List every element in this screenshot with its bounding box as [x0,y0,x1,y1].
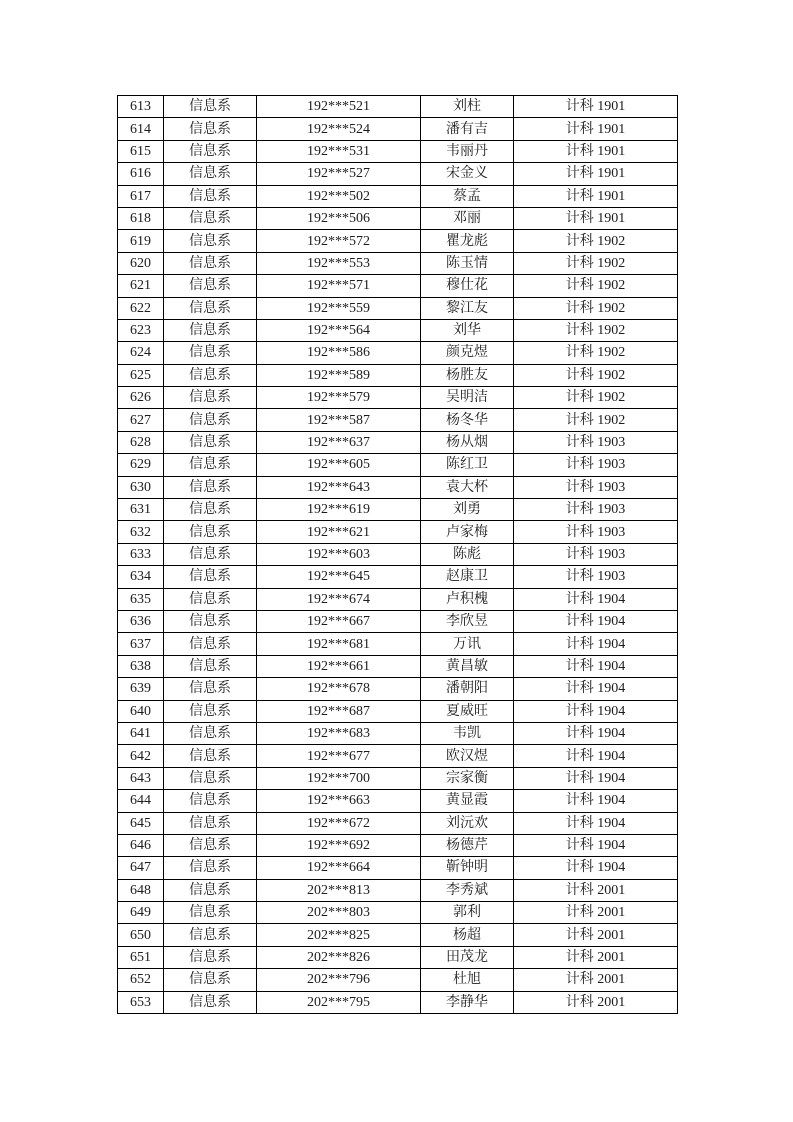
cell-department: 信息系 [164,588,257,610]
table-row [118,431,678,453]
cell-index: 616 [118,163,164,185]
table-row [118,118,678,140]
cell-department: 信息系 [164,655,257,677]
table-row [118,275,678,297]
cell-department: 信息系 [164,163,257,185]
cell-class: 计科 1904 [514,834,678,856]
cell-index: 644 [118,790,164,812]
cell-class: 计科 1904 [514,610,678,632]
cell-department: 信息系 [164,342,257,364]
table-row [118,297,678,319]
cell-index: 632 [118,521,164,543]
cell-student_id: 192***531 [257,140,421,162]
cell-department: 信息系 [164,543,257,565]
cell-name: 欧汉煜 [421,745,514,767]
cell-department: 信息系 [164,319,257,341]
cell-student_id: 192***663 [257,790,421,812]
cell-student_id: 202***825 [257,924,421,946]
cell-department: 信息系 [164,633,257,655]
cell-class: 计科 1902 [514,230,678,252]
cell-department: 信息系 [164,364,257,386]
cell-student_id: 202***826 [257,946,421,968]
cell-student_id: 192***589 [257,364,421,386]
cell-class: 计科 1904 [514,745,678,767]
cell-index: 645 [118,812,164,834]
cell-name: 蔡孟 [421,185,514,207]
cell-student_id: 192***678 [257,678,421,700]
cell-name: 韦丽丹 [421,140,514,162]
cell-department: 信息系 [164,230,257,252]
cell-name: 吴明洁 [421,387,514,409]
cell-class: 计科 1902 [514,342,678,364]
cell-student_id: 192***621 [257,521,421,543]
cell-class: 计科 1904 [514,700,678,722]
cell-class: 计科 1902 [514,252,678,274]
cell-name: 李秀斌 [421,879,514,901]
cell-class: 计科 1902 [514,319,678,341]
cell-index: 636 [118,610,164,632]
cell-department: 信息系 [164,722,257,744]
table-row [118,409,678,431]
table-row [118,140,678,162]
cell-name: 袁大杯 [421,476,514,498]
cell-department: 信息系 [164,252,257,274]
table-row [118,767,678,789]
cell-index: 638 [118,655,164,677]
cell-student_id: 192***553 [257,252,421,274]
cell-index: 623 [118,319,164,341]
cell-index: 631 [118,499,164,521]
cell-index: 620 [118,252,164,274]
cell-department: 信息系 [164,678,257,700]
cell-index: 626 [118,387,164,409]
cell-index: 630 [118,476,164,498]
cell-name: 陈玉情 [421,252,514,274]
cell-name: 卢家梅 [421,521,514,543]
cell-class: 计科 1904 [514,588,678,610]
cell-name: 卢积槐 [421,588,514,610]
cell-index: 633 [118,543,164,565]
cell-name: 瞿龙彪 [421,230,514,252]
table-row [118,543,678,565]
table-row [118,745,678,767]
cell-department: 信息系 [164,745,257,767]
table-row [118,521,678,543]
cell-index: 628 [118,431,164,453]
cell-student_id: 192***571 [257,275,421,297]
cell-student_id: 192***664 [257,857,421,879]
cell-name: 穆仕花 [421,275,514,297]
cell-student_id: 192***587 [257,409,421,431]
table-row [118,230,678,252]
table-row [118,342,678,364]
cell-student_id: 192***661 [257,655,421,677]
cell-department: 信息系 [164,185,257,207]
cell-index: 641 [118,722,164,744]
cell-student_id: 192***506 [257,207,421,229]
cell-student_id: 192***692 [257,834,421,856]
cell-name: 李欣昱 [421,610,514,632]
cell-name: 靳钟明 [421,857,514,879]
cell-department: 信息系 [164,834,257,856]
cell-name: 杨从烟 [421,431,514,453]
cell-name: 刘柱 [421,96,514,118]
table-row [118,879,678,901]
cell-class: 计科 2001 [514,946,678,968]
table-row [118,633,678,655]
cell-student_id: 192***645 [257,566,421,588]
cell-department: 信息系 [164,207,257,229]
cell-class: 计科 1904 [514,857,678,879]
table-row [118,387,678,409]
cell-class: 计科 1902 [514,409,678,431]
cell-class: 计科 1901 [514,185,678,207]
cell-student_id: 192***681 [257,633,421,655]
cell-index: 635 [118,588,164,610]
cell-class: 计科 1901 [514,163,678,185]
cell-student_id: 192***579 [257,387,421,409]
cell-name: 万讯 [421,633,514,655]
table-row [118,163,678,185]
cell-student_id: 192***700 [257,767,421,789]
cell-name: 杨胜友 [421,364,514,386]
cell-class: 计科 1904 [514,790,678,812]
cell-name: 夏威旺 [421,700,514,722]
cell-index: 624 [118,342,164,364]
cell-class: 计科 2001 [514,924,678,946]
cell-class: 计科 1904 [514,678,678,700]
table-row [118,857,678,879]
cell-class: 计科 1904 [514,722,678,744]
table-row [118,946,678,968]
cell-name: 刘勇 [421,499,514,521]
cell-index: 647 [118,857,164,879]
table-row [118,364,678,386]
cell-student_id: 192***687 [257,700,421,722]
table-row [118,834,678,856]
cell-student_id: 192***605 [257,454,421,476]
cell-department: 信息系 [164,387,257,409]
cell-department: 信息系 [164,946,257,968]
cell-name: 杜旭 [421,969,514,991]
cell-department: 信息系 [164,610,257,632]
table-row [118,610,678,632]
cell-name: 刘华 [421,319,514,341]
table-row [118,924,678,946]
cell-department: 信息系 [164,118,257,140]
cell-department: 信息系 [164,521,257,543]
cell-index: 627 [118,409,164,431]
cell-class: 计科 1903 [514,543,678,565]
cell-index: 619 [118,230,164,252]
cell-class: 计科 1903 [514,454,678,476]
cell-department: 信息系 [164,275,257,297]
cell-index: 614 [118,118,164,140]
cell-student_id: 192***672 [257,812,421,834]
cell-class: 计科 1904 [514,655,678,677]
table-row [118,566,678,588]
cell-department: 信息系 [164,297,257,319]
cell-class: 计科 2001 [514,902,678,924]
cell-class: 计科 1903 [514,431,678,453]
cell-student_id: 192***559 [257,297,421,319]
cell-index: 646 [118,834,164,856]
cell-class: 计科 2001 [514,879,678,901]
cell-department: 信息系 [164,700,257,722]
cell-name: 田茂龙 [421,946,514,968]
cell-class: 计科 1902 [514,275,678,297]
cell-class: 计科 2001 [514,991,678,1013]
cell-department: 信息系 [164,476,257,498]
cell-index: 639 [118,678,164,700]
cell-department: 信息系 [164,991,257,1013]
cell-student_id: 202***795 [257,991,421,1013]
cell-student_id: 192***677 [257,745,421,767]
cell-name: 陈彪 [421,543,514,565]
cell-student_id: 202***803 [257,902,421,924]
table-row [118,722,678,744]
cell-department: 信息系 [164,140,257,162]
cell-student_id: 192***643 [257,476,421,498]
cell-department: 信息系 [164,499,257,521]
cell-index: 615 [118,140,164,162]
cell-class: 计科 1902 [514,297,678,319]
cell-department: 信息系 [164,409,257,431]
cell-name: 黄显霞 [421,790,514,812]
cell-name: 宗家衡 [421,767,514,789]
cell-student_id: 202***813 [257,879,421,901]
table-row [118,454,678,476]
cell-index: 651 [118,946,164,968]
cell-name: 颜克煜 [421,342,514,364]
table-row [118,678,678,700]
cell-student_id: 192***674 [257,588,421,610]
cell-class: 计科 1903 [514,476,678,498]
cell-index: 650 [118,924,164,946]
cell-student_id: 192***667 [257,610,421,632]
cell-index: 613 [118,96,164,118]
cell-index: 622 [118,297,164,319]
cell-student_id: 192***586 [257,342,421,364]
cell-department: 信息系 [164,566,257,588]
cell-index: 634 [118,566,164,588]
cell-name: 陈红卫 [421,454,514,476]
table-row [118,812,678,834]
cell-class: 计科 1901 [514,140,678,162]
cell-name: 黎江友 [421,297,514,319]
cell-index: 621 [118,275,164,297]
cell-class: 计科 1903 [514,566,678,588]
cell-name: 宋金义 [421,163,514,185]
table-row [118,790,678,812]
cell-student_id: 192***527 [257,163,421,185]
cell-name: 韦凯 [421,722,514,744]
cell-student_id: 192***619 [257,499,421,521]
cell-class: 计科 1904 [514,767,678,789]
table-row [118,185,678,207]
cell-index: 640 [118,700,164,722]
cell-student_id: 192***683 [257,722,421,744]
table-row [118,96,678,118]
table-row [118,252,678,274]
table-row [118,991,678,1013]
cell-index: 618 [118,207,164,229]
cell-name: 赵康卫 [421,566,514,588]
cell-student_id: 192***502 [257,185,421,207]
cell-department: 信息系 [164,812,257,834]
cell-student_id: 192***524 [257,118,421,140]
cell-class: 计科 1901 [514,207,678,229]
cell-department: 信息系 [164,96,257,118]
table-row [118,476,678,498]
cell-department: 信息系 [164,969,257,991]
cell-class: 计科 1902 [514,387,678,409]
table-row [118,655,678,677]
cell-department: 信息系 [164,879,257,901]
table-row [118,700,678,722]
student-table [117,95,678,1014]
cell-student_id: 192***637 [257,431,421,453]
cell-student_id: 192***521 [257,96,421,118]
cell-index: 642 [118,745,164,767]
cell-student_id: 192***564 [257,319,421,341]
cell-name: 邓丽 [421,207,514,229]
cell-department: 信息系 [164,454,257,476]
cell-index: 629 [118,454,164,476]
cell-name: 郭利 [421,902,514,924]
cell-student_id: 192***572 [257,230,421,252]
cell-index: 649 [118,902,164,924]
table-row [118,588,678,610]
table-row [118,969,678,991]
cell-student_id: 202***796 [257,969,421,991]
table-row [118,902,678,924]
cell-class: 计科 1904 [514,633,678,655]
cell-index: 643 [118,767,164,789]
cell-index: 617 [118,185,164,207]
cell-name: 杨冬华 [421,409,514,431]
table-row [118,207,678,229]
cell-class: 计科 1904 [514,812,678,834]
cell-class: 计科 1903 [514,499,678,521]
cell-class: 计科 1901 [514,118,678,140]
cell-index: 653 [118,991,164,1013]
table-row [118,319,678,341]
cell-student_id: 192***603 [257,543,421,565]
cell-department: 信息系 [164,902,257,924]
cell-name: 潘朝阳 [421,678,514,700]
cell-index: 648 [118,879,164,901]
table-row [118,499,678,521]
cell-index: 625 [118,364,164,386]
cell-class: 计科 1901 [514,96,678,118]
cell-name: 杨超 [421,924,514,946]
student-table-body [118,96,678,1014]
cell-department: 信息系 [164,790,257,812]
cell-index: 637 [118,633,164,655]
cell-name: 李静华 [421,991,514,1013]
cell-class: 计科 1903 [514,521,678,543]
cell-department: 信息系 [164,767,257,789]
cell-name: 杨德芹 [421,834,514,856]
cell-name: 潘有吉 [421,118,514,140]
cell-name: 刘沅欢 [421,812,514,834]
cell-index: 652 [118,969,164,991]
cell-department: 信息系 [164,857,257,879]
cell-name: 黄昌敏 [421,655,514,677]
cell-department: 信息系 [164,924,257,946]
cell-class: 计科 1902 [514,364,678,386]
cell-department: 信息系 [164,431,257,453]
cell-class: 计科 2001 [514,969,678,991]
